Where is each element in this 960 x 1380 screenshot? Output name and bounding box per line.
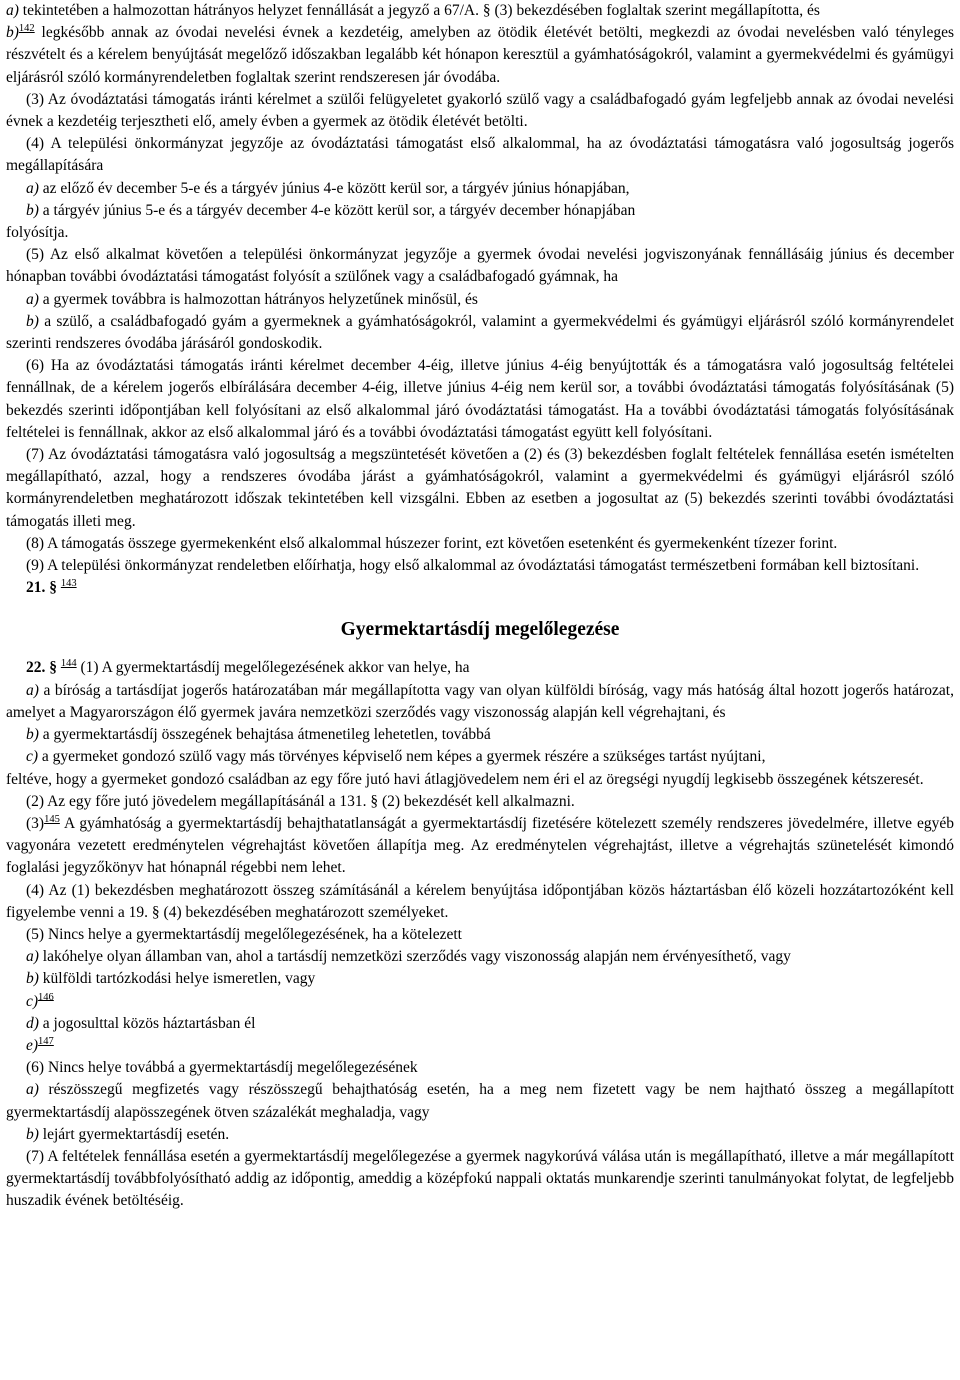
paragraph-text: a gyermektartásdíj összegének behajtása átmenetileg lehetetlen, továbbá [38, 726, 491, 744]
footnote-ref[interactable]: 147 [38, 1035, 54, 1047]
paragraph [6, 813, 954, 880]
paragraph [6, 946, 954, 968]
paragraph [6, 244, 954, 288]
paragraph-text: külföldi tartózkodási helye ismeretlen, vagy [38, 970, 316, 988]
paragraph [6, 680, 954, 724]
section-paragraph [6, 657, 954, 679]
footnote-ref[interactable]: 144 [60, 658, 77, 670]
section-number: 22. § [26, 659, 57, 677]
paragraph-text: feltéve, hogy a gyermeket gondozó családban az egy főre jutó havi átlagjövedelem nem éri el az öregségi nyugdíj legkisebb összegének kétszeresét. [6, 770, 924, 788]
paragraph-text: a szülő, a családbafogadó gyám a gyermeknek a gyámhatóságokról, valamint a gyermekvédelmi és gyámügyi eljárásról szóló kormányrendelet szerinti rendszeres óvodába járásáról gondoskodik. [6, 312, 954, 353]
paragraph [6, 533, 954, 555]
paragraph [6, 880, 954, 924]
paragraph-text: a gyermeket gondozó szülő vagy más törvényes képviselő nem képes a gyermek részére a szükséges tartást nyújtani, [38, 748, 766, 766]
paragraph [6, 769, 954, 791]
section-paragraph [6, 577, 954, 599]
paragraph-text: a tárgyév június 5-e és a tárgyév december 4-e között kerül sor, a tárgyév december hónapjában [38, 201, 636, 219]
item-label: a) [26, 948, 39, 966]
paragraph [6, 968, 954, 990]
item-label: b) [26, 970, 39, 988]
item-label: c) [26, 992, 39, 1010]
paragraph-text: (6) Nincs helye továbbá a gyermektartásdíj megelőlegezésének [26, 1059, 418, 1077]
paragraph-text: (8) A támogatás összege gyermekenként első alkalommal húszezer forint, ezt követően esetenként és gyermekenként tízezer forint. [26, 534, 838, 552]
item-label: b) [26, 312, 39, 330]
item-label: b) [26, 726, 39, 744]
paragraph [6, 1079, 954, 1123]
paragraph [6, 746, 954, 768]
footnote-ref[interactable]: 145 [44, 813, 60, 825]
item-label: b) [26, 201, 39, 219]
paragraph-text: (7) A feltételek fennállása esetén a gyermektartásdíj megelőlegezése a gyermek nagykorúvá válása után is megállapítható, illetve a már megállapított gyermektartásdíj továbbfolyósítható addig az időpontig, ameddig a középfokú nappali oktatás munkarendje szerinti tanulmányokat folytat, de legfeljebb huszadik évének betöltéséig. [6, 1147, 954, 1210]
paragraph [6, 289, 954, 311]
paragraph-text: a gyermek továbbra is halmozottan hátrányos helyzetűnek minősül, és [38, 290, 478, 308]
item-label: a) [26, 681, 39, 699]
paragraph-text: (4) Az (1) bekezdésben meghatározott összeg számításánál a kérelem benyújtása időpontjában közös háztartásban élő közeli hozzátartozóként kell figyelembe venni a 19. § (4) bekezdésében meghatározott személyeket. [6, 881, 954, 921]
paragraph-text: tekintetében a halmozottan hátrányos helyzet fennállását a jegyző a 67/A. § (3) bekezdésében foglaltak szerint megállapította, és [18, 2, 820, 19]
item-label: e) [26, 1036, 39, 1054]
section-text: (1) A gyermektartásdíj megelőlegezésének akkor van helye, ha [76, 659, 470, 677]
item-label: a) [26, 290, 39, 308]
paragraph [6, 724, 954, 746]
paragraph [6, 791, 954, 813]
paragraph [6, 444, 954, 533]
paragraph [6, 1146, 954, 1213]
item-label: d) [26, 1014, 39, 1032]
paragraph-text: (5) Nincs helye a gyermektartásdíj megelőlegezésének, ha a kötelezett [26, 925, 462, 943]
paragraph-text: (6) Ha az óvodáztatási támogatás iránti kérelmet december 4-éig, illetve június 4-éig benyújtották és a támogatásra való jogosultság feltételei fennállnak, de a kérelem jogerős elbírálására december 4-éig, illetve június 4-éig nem kerül sor, a további óvodáztatási támogatás folyósításának (5) bekezdés szerinti időpontjában kell folyósítani az első alkalommal járó óvodáztatási támogatást. Ha a további óvodáztatási támogatás folyósításának feltételei is fennállnak, akkor az első alkalommal járó és a további óvodáztatási támogatást együtt kell folyósítani. [6, 357, 954, 441]
paragraph [6, 133, 954, 177]
section-number: 21. § [26, 579, 57, 597]
paragraph-text: (4) A települési önkormányzat jegyzője az óvodáztatási támogatást első alkalommal, ha az óvodáztatási támogatásra való jogosultság jogerős megállapítására [6, 135, 954, 175]
item-label: a) [26, 179, 39, 197]
paragraph [6, 89, 954, 133]
paragraph-text: részösszegű megfizetés vagy részösszegű behajthatóság esetén, ha a meg nem fizetett vagy be nem hajtható összeg a megállapított gyermektartásdíj alapösszegének ötven százalékát meghaladja, vagy [6, 1081, 954, 1121]
paragraph-text: lejárt gyermektartásdíj esetén. [38, 1125, 230, 1143]
paragraph-text: (3) Az óvodáztatási támogatás iránti kérelmet a szülői felügyeletet gyakorló szülő vagy a családbafogadó gyám legfeljebb annak az óvodai nevelési évnek a kezdetéig terjesztheti elő, amely évben a gyermek az ötödik életévét betölti. [6, 90, 954, 131]
footnote-ref[interactable]: 142 [18, 23, 35, 35]
paragraph [6, 355, 954, 444]
paragraph-text: a bíróság a tartásdíjat jogerős határozatában már megállapította vagy van olyan külföldi bíróság, vagy más hatóság által hozott jogerős határozat, amelyet a Magyarországon élő gyermek javára nemzetközi szerződés vagy viszonosság alapján kell végrehajtani, és [6, 681, 954, 721]
paragraph [6, 1124, 954, 1146]
item-label: a) [26, 1081, 39, 1099]
item-label: a) [6, 2, 19, 19]
paragraph-text: lakóhelye olyan államban van, ahol a tartásdíj nemzetközi szerződés vagy viszonosság alapján nem érvényesíthető, vagy [38, 948, 791, 966]
paragraph-text: folyósítja. [6, 224, 69, 242]
paragraph [6, 924, 954, 946]
paragraph-text: (7) Az óvodáztatási támogatásra való jogosultság a megszüntetését követően a (2) és (3) bekezdésben foglalt feltételek fennállása esetén ismételten megállapítható, azzal, hogy a rendszeres óvodába járást a gyámhatóságokról, valamint a gyermekvédelmi és gyámügyi eljárásról szóló kormányrendeletben meghatározott időszak tekintetében kell vizsgálni. Ebben az esetben a jogosultat az (5) bekezdés szerinti további óvodáztatási támogatás illeti meg. [6, 446, 954, 530]
paragraph [6, 178, 954, 200]
item-label: b) [6, 24, 19, 42]
paragraph [6, 1057, 954, 1079]
paragraph [6, 200, 954, 222]
paragraph-text: (5) Az első alkalmat követően a települési önkormányzat jegyzője a gyermek óvodai nevelési jogviszonyának fennállásáig június és december hónapban további óvodáztatási támogatást folyósít a szülőnek vagy a családbafogadó gyámnak, ha [6, 246, 954, 286]
footnote-ref[interactable]: 146 [38, 991, 54, 1003]
paragraph-text: legkésőbb annak az óvodai nevelési évnek a kezdetéig, amelyben az ötödik életévét betölti, megkezdi az óvodai nevelésben való tényleges részvételt és a kérelem benyújtását megelőző időszakban legalább két hónapon keresztül a gyámhatóságokról, valamint a gyermekvédelmi és gyámügyi eljárásról szóló kormányrendeletben foglaltak szerint rendszeresen jár óvodába. [6, 24, 954, 86]
footnote-ref[interactable]: 143 [60, 578, 77, 590]
paragraph [6, 311, 954, 355]
paragraph [6, 1035, 954, 1057]
item-label: c) [26, 748, 39, 766]
item-label: (3) [26, 814, 45, 832]
paragraph [6, 222, 954, 244]
paragraph-text: a jogosulttal közös háztartásban él [38, 1014, 256, 1032]
paragraph [6, 555, 954, 577]
section-heading: Gyermektartásdíj megelőlegezése [340, 619, 620, 641]
paragraph [6, 0, 954, 22]
paragraph-text: A gyámhatóság a gyermektartásdíj behajthatatlanságát a gyermektartásdíj fizetésére kötelezett személy rendszeres jövedelmére, illetve egyéb vagyonára vezetett eredménytelen végrehajtást követően állapítja meg. Az eredménytelen végrehajtást, illetve a végrehajtás szünetelését kimondó foglalási jegyzőkönyv hat hónapnál régebbi nem lehet. [6, 814, 954, 877]
paragraph [6, 22, 954, 89]
paragraph [6, 991, 954, 1013]
paragraph [6, 1013, 954, 1035]
paragraph-text: (2) Az egy főre jutó jövedelem megállapításánál a 131. § (2) bekezdését kell alkalmazni. [26, 792, 575, 810]
paragraph-text: (9) A települési önkormányzat rendeletben előírhatja, hogy első alkalommal az óvodáztatási támogatást természetbeni formában kell biztosítani. [26, 557, 920, 575]
item-label: b) [26, 1125, 39, 1143]
paragraph-text: az előző év december 5-e és a tárgyév június 4-e között kerül sor, a tárgyév június hónapjában, [38, 179, 630, 197]
